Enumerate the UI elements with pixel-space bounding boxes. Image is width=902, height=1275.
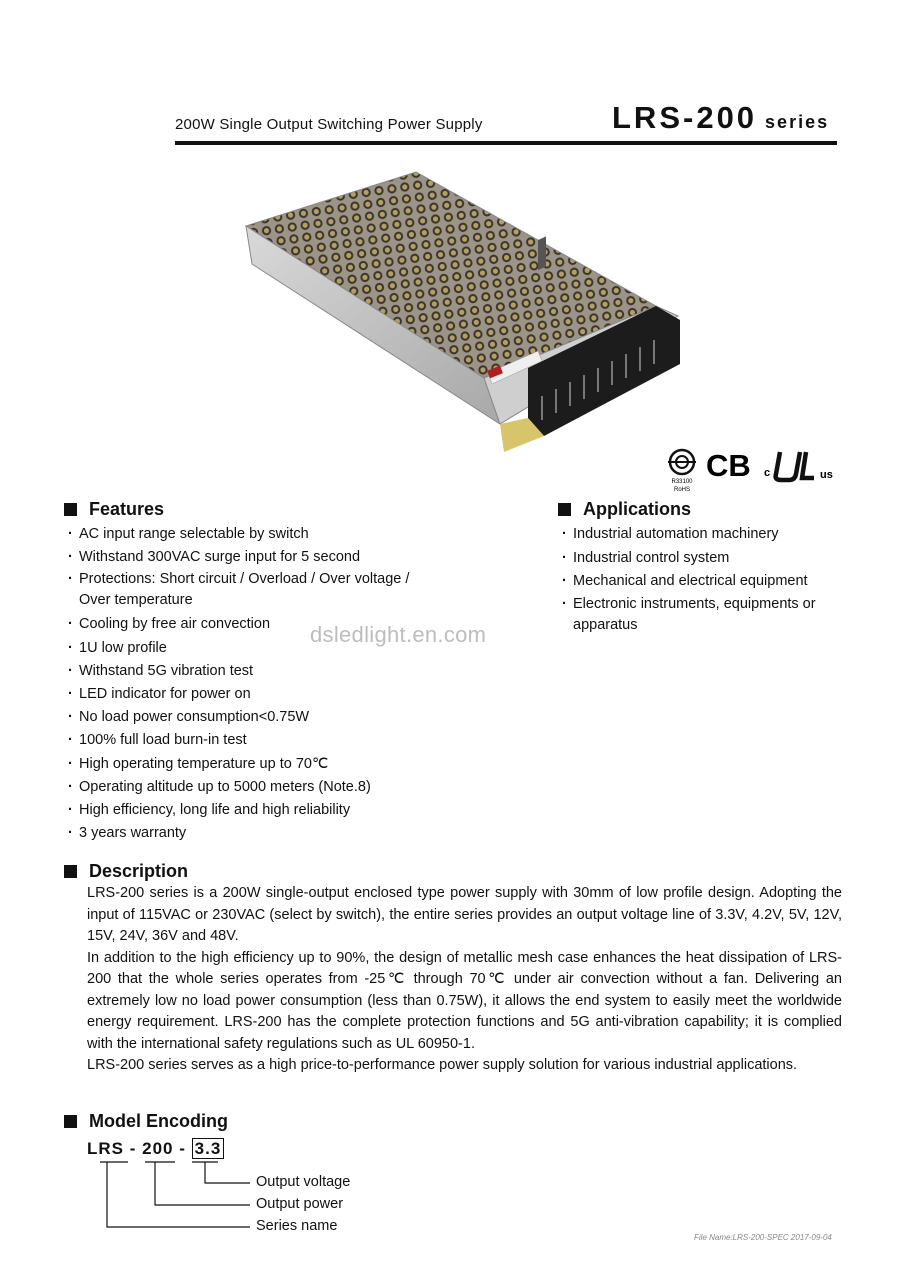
list-item: · No load power consumption<0.75W: [66, 706, 486, 729]
section-square-icon: [558, 503, 571, 516]
series-suffix: series: [765, 112, 830, 132]
code-voltage: 3.3: [192, 1138, 225, 1159]
watermark: dsledlight.en.com: [310, 622, 487, 647]
features-heading: [64, 499, 164, 520]
list-item: · High efficiency, long life and high reliability: [66, 799, 486, 822]
list-item: · Withstand 300VAC surge input for 5 second: [66, 546, 486, 569]
list-item-line: apparatus: [573, 616, 638, 633]
code-series: LRS: [87, 1139, 124, 1158]
code-separator: -: [129, 1139, 137, 1158]
cb-mark: CB: [706, 448, 751, 483]
series-name: LRS-200: [612, 100, 758, 135]
model-encoding-heading: [64, 1111, 228, 1132]
list-item: · 100% full load burn-in test: [66, 729, 486, 752]
description-paragraph: LRS-200 series serves as a high price-to-performance power supply solution for various industrial applications.: [87, 1057, 798, 1073]
section-square-icon: [64, 503, 77, 516]
rohs-line1: R33100: [671, 479, 693, 485]
section-square-icon: [64, 865, 77, 878]
list-item: · High operating temperature up to 70℃: [66, 753, 486, 776]
encoding-connector-lines: [100, 1160, 260, 1235]
list-item: · Industrial control system: [560, 547, 860, 571]
certification-marks: [668, 444, 843, 494]
rohs-line2: RoHS: [673, 487, 691, 493]
section-square-icon: [64, 1115, 77, 1128]
encoding-label-output-power: Output power: [256, 1196, 344, 1212]
rohs-mark: [668, 450, 696, 493]
description-title: Description: [89, 861, 189, 881]
code-separator: -: [179, 1139, 186, 1158]
description-paragraph: LRS-200 series is a 200W single-output enclosed type power supply with 30mm of low profile design. Adopting the input of 115VAC or 230VAC (select by switch), the entire series provides an output voltage line of 3.3V, 4.2V, 5V, 12V, 15V, 24V, 36V and 48V.: [87, 885, 842, 944]
us-mark: us: [820, 469, 833, 481]
list-item: · 1U low profile: [66, 637, 486, 660]
encoding-label-output-voltage: Output voltage: [256, 1174, 351, 1190]
list-item-line: Electronic instruments, equipments or: [573, 595, 816, 612]
features-list: [66, 523, 486, 845]
list-item: · Operating altitude up to 5000 meters (Note.8): [66, 776, 486, 799]
list-item-line: Protections: Short circuit / Overload / Over voltage /: [79, 571, 410, 588]
features-title: Features: [89, 499, 165, 519]
description-heading: [64, 861, 188, 882]
applications-heading: [558, 499, 691, 520]
header-rule: [175, 141, 837, 145]
list-item: · AC input range selectable by switch: [66, 523, 486, 546]
c-mark: c: [764, 467, 771, 479]
description-body: [87, 883, 842, 1077]
product-image: [238, 168, 688, 473]
description-paragraph: In addition to the high efficiency up to 90%, the design of metallic mesh case enhances the heat dissipation of LRS-200 that the whole series operates from -25℃ through 70℃ under air convection without a fan. Delivering an extremely low no load power consumption (less than 0.75W), it allows the end system to easily meet the worldwide energy requirement. LRS-200 has the complete protection functions and 5G anti-vibration capability; it is complied with the international safety regulations such as UL 60950-1.: [87, 949, 842, 1052]
file-name-footer: File Name:LRS-200-SPEC 2017-09-04: [694, 1233, 832, 1242]
list-item: · Cooling by free air convection: [66, 613, 486, 636]
encoding-label-series-name: Series name: [256, 1218, 338, 1234]
list-item: · Mechanical and electrical equipment: [560, 570, 860, 594]
list-item: · Industrial automation machinery: [560, 523, 860, 547]
applications-list: [560, 523, 860, 636]
list-item: [66, 569, 486, 613]
list-item: · 3 years warranty: [66, 822, 486, 845]
series-title: [612, 100, 829, 136]
list-item: · LED indicator for power on: [66, 683, 486, 706]
list-item: [560, 594, 860, 636]
ul-mark-icon: [776, 452, 814, 480]
list-item: · Withstand 5G vibration test: [66, 660, 486, 683]
document-subtitle: 200W Single Output Switching Power Supply: [175, 116, 483, 133]
code-power: 200: [142, 1139, 174, 1158]
list-item-line: Over temperature: [79, 592, 193, 609]
model-encoding-title: Model Encoding: [89, 1111, 228, 1131]
applications-title: Applications: [583, 499, 692, 519]
model-code: [87, 1139, 224, 1159]
